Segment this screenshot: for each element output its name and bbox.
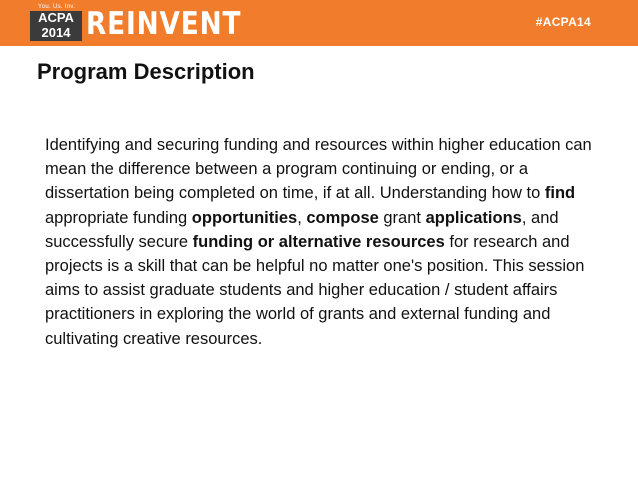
paragraph-text: for research and projects is a skill that can be helpful no matter one's position. This session aims to assist graduate students and higher education / student affairs practitioners in exploring the world of grants and external funding and cultivating creative resources. xyxy=(45,232,585,348)
logo-tagline: You. Us. Inv. xyxy=(38,4,76,10)
emphasis-text: compose xyxy=(306,208,379,227)
paragraph-text: appropriate funding xyxy=(45,208,192,227)
slide-title: Program Description xyxy=(37,59,255,84)
paragraph-text: , xyxy=(297,208,307,227)
paragraph-text: grant xyxy=(378,208,426,227)
logo-org: ACPA xyxy=(38,10,74,25)
logo-badge xyxy=(30,11,82,41)
emphasis-text: opportunities xyxy=(191,208,298,227)
header-banner xyxy=(0,0,638,46)
acpa-reinvent-logo xyxy=(30,4,242,42)
emphasis-text: funding or alternative resources xyxy=(192,232,445,251)
emphasis-text: applications xyxy=(425,208,522,227)
logo-wordmark: REINVENT xyxy=(86,6,242,42)
paragraph-text: , and successfully secure xyxy=(45,208,559,251)
hashtag: #ACPA14 xyxy=(535,15,591,29)
program-description-paragraph xyxy=(45,133,605,351)
paragraph-text: Identifying and securing funding and resources within higher education can mean the difference between a program continuing or ending, or a dissertation being completed on time, if at all. Understanding how to xyxy=(45,136,592,203)
logo-year: 2014 xyxy=(41,25,71,40)
emphasis-text: find xyxy=(544,184,576,203)
